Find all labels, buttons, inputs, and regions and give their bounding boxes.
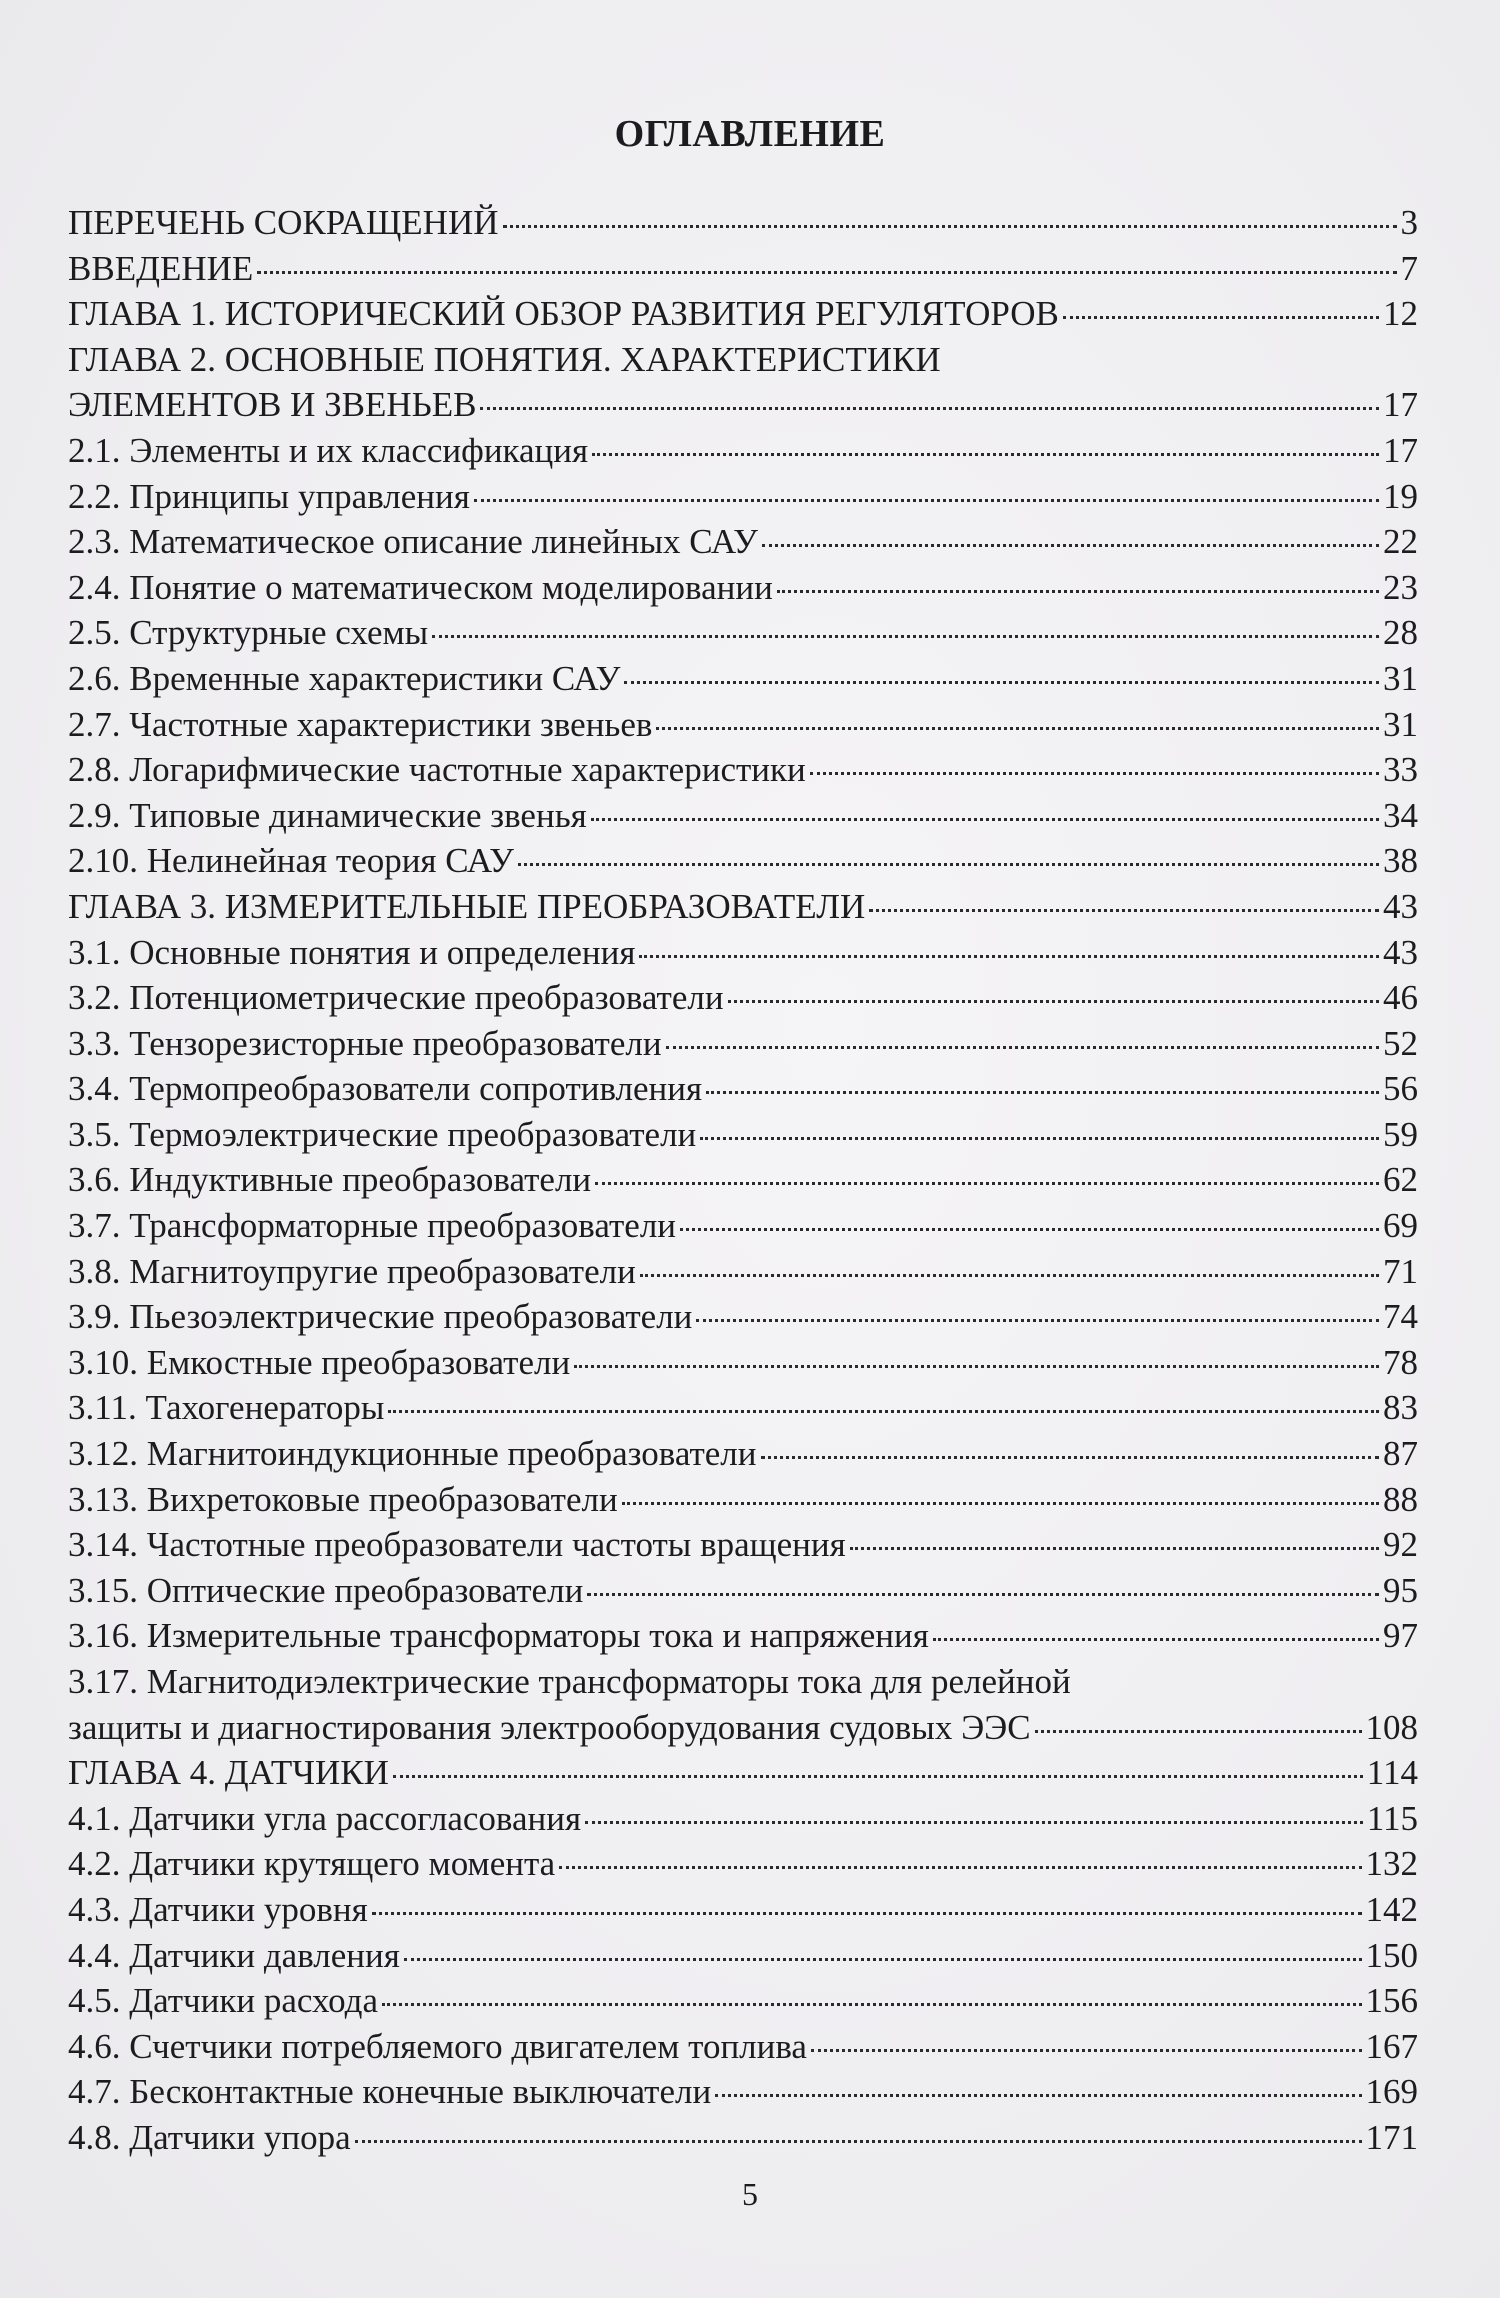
- toc-entry: [68, 1249, 1418, 1295]
- toc-entry-title: 2.5. Структурные схемы: [68, 613, 429, 653]
- toc-entry: [68, 2115, 1418, 2161]
- toc-entry-page: 34: [1383, 795, 1418, 835]
- toc-entry: [68, 337, 1418, 383]
- toc-entry-title: 2.6. Временные характеристики САУ: [68, 658, 621, 698]
- toc-entry: [68, 1933, 1418, 1979]
- toc-entry-title: защиты и диагностирования электрооборудования судовых ЭЭС: [68, 1707, 1031, 1747]
- dot-leader: [372, 1912, 1362, 1915]
- toc-entry: [68, 1705, 1418, 1751]
- toc-entry: [68, 1157, 1418, 1203]
- toc-entry-title: 3.17. Магнитодиэлектрические трансформаторы тока для релейной: [68, 1662, 1071, 1701]
- toc-entry-page: 23: [1383, 567, 1418, 607]
- page-number: 5: [742, 2176, 758, 2212]
- toc-entry-page: 62: [1383, 1160, 1418, 1200]
- toc-entry: [68, 747, 1418, 793]
- dot-leader: [666, 1046, 1379, 1049]
- page-title: ОГЛАВЛЕНИЕ: [614, 113, 886, 155]
- toc-entry-title: 3.4. Термопреобразователи сопротивления: [68, 1069, 703, 1109]
- dot-leader: [715, 2094, 1361, 2097]
- toc-entry: [68, 702, 1418, 748]
- toc-entry-page: 97: [1383, 1616, 1418, 1656]
- toc-entry: [68, 2069, 1418, 2115]
- toc-entry-title: 4.3. Датчики уровня: [68, 1889, 368, 1929]
- dot-leader: [1035, 1730, 1362, 1733]
- toc-entry-page: 46: [1383, 978, 1418, 1018]
- dot-leader: [393, 1775, 1363, 1778]
- toc-entry: [68, 2024, 1418, 2070]
- dot-leader: [622, 1502, 1379, 1505]
- dot-leader: [777, 590, 1379, 593]
- dot-leader: [591, 818, 1379, 821]
- toc-entry-page: 132: [1365, 1844, 1418, 1884]
- toc-entry: [68, 1066, 1418, 1112]
- toc-entry: [68, 1431, 1418, 1477]
- toc-entry-title: 4.4. Датчики давления: [68, 1935, 400, 1975]
- toc-entry-page: 92: [1383, 1525, 1418, 1565]
- toc-entry-title: 3.5. Термоэлектрические преобразователи: [68, 1114, 697, 1154]
- dot-leader: [700, 1137, 1379, 1140]
- toc-entry-title: 4.8. Датчики упора: [68, 2117, 351, 2157]
- dot-leader: [592, 453, 1379, 456]
- toc-entry-page: 59: [1383, 1114, 1418, 1154]
- toc-entry-page: 22: [1383, 522, 1418, 562]
- toc-entry-title: ГЛАВА 3. ИЗМЕРИТЕЛЬНЫЕ ПРЕОБРАЗОВАТЕЛИ: [68, 886, 866, 926]
- dot-leader: [1063, 316, 1379, 319]
- toc-entry-title: 2.8. Логарифмические частотные характеристики: [68, 750, 806, 790]
- toc-entry: [68, 838, 1418, 884]
- toc-entry: [68, 884, 1418, 930]
- toc-entry-title: 3.16. Измерительные трансформаторы тока и напряжения: [68, 1616, 929, 1656]
- toc-entry-page: 69: [1383, 1206, 1418, 1246]
- toc-entry-title: 2.10. Нелинейная теория САУ: [68, 841, 514, 881]
- toc-entry-title: 3.6. Индуктивные преобразователи: [68, 1160, 592, 1200]
- dot-leader: [388, 1410, 1379, 1413]
- toc-entry-page: 28: [1383, 613, 1418, 653]
- toc-entry-page: 43: [1383, 932, 1418, 972]
- toc-entry-title: 4.6. Счетчики потребляемого двигателем топлива: [68, 2026, 807, 2066]
- toc-entry-title: 3.10. Емкостные преобразователи: [68, 1342, 571, 1382]
- toc-entry-page: 52: [1383, 1023, 1418, 1063]
- toc-entry-title: 3.1. Основные понятия и определения: [68, 932, 636, 972]
- dot-leader: [680, 1228, 1379, 1231]
- toc-entry-page: 12: [1383, 294, 1418, 334]
- toc-entry-page: 3: [1400, 203, 1418, 242]
- dot-leader: [869, 909, 1379, 912]
- toc-entry: [68, 291, 1418, 337]
- toc-entry-title: 3.7. Трансформаторные преобразователи: [68, 1206, 677, 1246]
- dot-leader: [518, 863, 1379, 866]
- toc-entry: [68, 428, 1418, 474]
- toc-entry-title: 3.3. Тензорезисторные преобразователи: [68, 1023, 662, 1063]
- dot-leader: [811, 2049, 1362, 2052]
- dot-leader: [382, 2003, 1362, 2006]
- toc-entry-page: 74: [1383, 1297, 1418, 1337]
- toc-entry-page: 95: [1383, 1570, 1418, 1610]
- toc-entry: [68, 1841, 1418, 1887]
- toc-entry-page: 171: [1365, 2117, 1418, 2157]
- toc-entry-title: 2.3. Математическое описание линейных САУ: [68, 522, 758, 562]
- toc-entry-title: 2.4. Понятие о математическом моделировании: [68, 567, 773, 607]
- toc-entry-page: 17: [1383, 385, 1418, 425]
- toc-entry: [68, 474, 1418, 520]
- toc-entry-page: 87: [1383, 1434, 1418, 1474]
- toc-entry-title: 3.15. Оптические преобразователи: [68, 1570, 584, 1610]
- toc-entry-title: 4.5. Датчики расхода: [68, 1981, 378, 2021]
- toc-entry-page: 115: [1366, 1798, 1418, 1838]
- toc-entry-title: 4.2. Датчики крутящего момента: [68, 1844, 556, 1884]
- toc-entry-title: ВВЕДЕНИЕ: [68, 248, 254, 288]
- toc-entry-page: 169: [1365, 2072, 1418, 2112]
- toc-entry-page: 142: [1365, 1889, 1418, 1929]
- toc-entry-page: 156: [1365, 1981, 1418, 2021]
- toc-entry: [68, 519, 1418, 565]
- toc-entry: [68, 1568, 1418, 1614]
- toc-entry: [68, 1887, 1418, 1933]
- toc-entry-title: 3.13. Вихретоковые преобразователи: [68, 1479, 618, 1519]
- dot-leader: [595, 1182, 1379, 1185]
- toc-entry: [68, 1750, 1418, 1796]
- toc-entry-page: 7: [1400, 248, 1418, 288]
- toc-entry-page: 38: [1383, 841, 1418, 881]
- dot-leader: [559, 1866, 1361, 1869]
- toc-entry-title: 3.14. Частотные преобразователи частоты вращения: [68, 1525, 846, 1565]
- toc-entry: [68, 565, 1418, 611]
- toc-entry: [68, 1613, 1418, 1659]
- toc-entry: [68, 1112, 1418, 1158]
- toc-entry: [68, 1203, 1418, 1249]
- toc-entry-title: 2.9. Типовые динамические звенья: [68, 795, 587, 835]
- dot-leader: [656, 727, 1379, 730]
- toc-entry-page: 83: [1383, 1388, 1418, 1428]
- toc-entry-title: 3.2. Потенциометрические преобразователи: [68, 978, 724, 1018]
- dot-leader: [503, 225, 1397, 228]
- toc-entry-title: 3.9. Пьезоэлектрические преобразователи: [68, 1297, 693, 1337]
- toc-entry-title: ГЛАВА 4. ДАТЧИКИ: [68, 1753, 389, 1793]
- toc-entry-page: 167: [1365, 2026, 1418, 2066]
- toc-entry-page: 31: [1383, 658, 1418, 698]
- toc-entry: [68, 1477, 1418, 1523]
- toc-entry-title: 4.1. Датчики угла рассогласования: [68, 1798, 582, 1838]
- toc-entry-title: 3.11. Тахогенераторы: [68, 1388, 385, 1428]
- toc-entry-title: ЭЛЕМЕНТОВ И ЗВЕНЬЕВ: [68, 385, 477, 425]
- toc-entry: [68, 382, 1418, 428]
- toc-entry-page: 19: [1383, 476, 1418, 516]
- toc-entry-page: 56: [1383, 1069, 1418, 1109]
- dot-leader: [850, 1547, 1379, 1550]
- toc-entry-title: 2.7. Частотные характеристики звеньев: [68, 704, 653, 744]
- dot-leader: [640, 1274, 1379, 1277]
- dot-leader: [404, 1958, 1362, 1961]
- dot-leader: [696, 1319, 1379, 1322]
- dot-leader: [585, 1821, 1363, 1824]
- toc-entry-page: 31: [1383, 704, 1418, 744]
- dot-leader: [587, 1593, 1379, 1596]
- toc-entry: [68, 975, 1418, 1021]
- toc-entry: [68, 656, 1418, 702]
- dot-leader: [762, 544, 1379, 547]
- toc-entry: [68, 1796, 1418, 1842]
- dot-leader: [639, 955, 1379, 958]
- dot-leader: [624, 681, 1379, 684]
- toc-entry-title: 2.2. Принципы управления: [68, 476, 470, 516]
- dot-leader: [355, 2140, 1362, 2143]
- toc-entry-title: 4.7. Бесконтактные конечные выключатели: [68, 2072, 712, 2112]
- dot-leader: [474, 499, 1379, 502]
- dot-leader: [257, 271, 1396, 274]
- toc-entry-page: 71: [1383, 1251, 1418, 1291]
- dot-leader: [480, 407, 1379, 410]
- toc-entry-title: ГЛАВА 2. ОСНОВНЫЕ ПОНЯТИЯ. ХАРАКТЕРИСТИКИ: [68, 339, 941, 379]
- toc-entry-title: 2.1. Элементы и их классификация: [68, 430, 589, 470]
- dot-leader: [761, 1456, 1380, 1459]
- toc-entry-title: ГЛАВА 1. ИСТОРИЧЕСКИЙ ОБЗОР РАЗВИТИЯ РЕГУЛЯТОРОВ: [68, 294, 1059, 334]
- toc-entry: [68, 1659, 1418, 1705]
- toc-entry: [68, 793, 1418, 839]
- toc-entry-page: 88: [1383, 1479, 1418, 1519]
- toc-entry: [68, 1522, 1418, 1568]
- toc-entry-page: 114: [1366, 1753, 1418, 1793]
- toc-entry: [68, 1021, 1418, 1067]
- dot-leader: [432, 635, 1379, 638]
- dot-leader: [728, 1000, 1379, 1003]
- table-of-contents: [68, 200, 1418, 2161]
- toc-entry: [68, 1385, 1418, 1431]
- toc-entry: [68, 1978, 1418, 2024]
- dot-leader: [933, 1638, 1379, 1641]
- toc-entry: [68, 930, 1418, 976]
- toc-entry-title: 3.8. Магнитоупругие преобразователи: [68, 1251, 636, 1291]
- toc-entry: [68, 1294, 1418, 1340]
- toc-entry-page: 33: [1383, 750, 1418, 790]
- dot-leader: [810, 772, 1379, 775]
- toc-entry-page: 43: [1383, 886, 1418, 926]
- dot-leader: [706, 1091, 1379, 1094]
- toc-entry: [68, 200, 1418, 246]
- toc-entry-title: ПЕРЕЧЕНЬ СОКРАЩЕНИЙ: [68, 203, 499, 242]
- toc-entry: [68, 246, 1418, 292]
- toc-entry: [68, 1340, 1418, 1386]
- toc-entry-page: 17: [1383, 430, 1418, 470]
- toc-entry-page: 108: [1365, 1707, 1418, 1747]
- toc-entry-title: 3.12. Магнитоиндукционные преобразователи: [68, 1434, 757, 1474]
- dot-leader: [574, 1365, 1379, 1368]
- toc-entry-page: 150: [1365, 1935, 1418, 1975]
- toc-entry: [68, 610, 1418, 656]
- toc-entry-page: 78: [1383, 1342, 1418, 1382]
